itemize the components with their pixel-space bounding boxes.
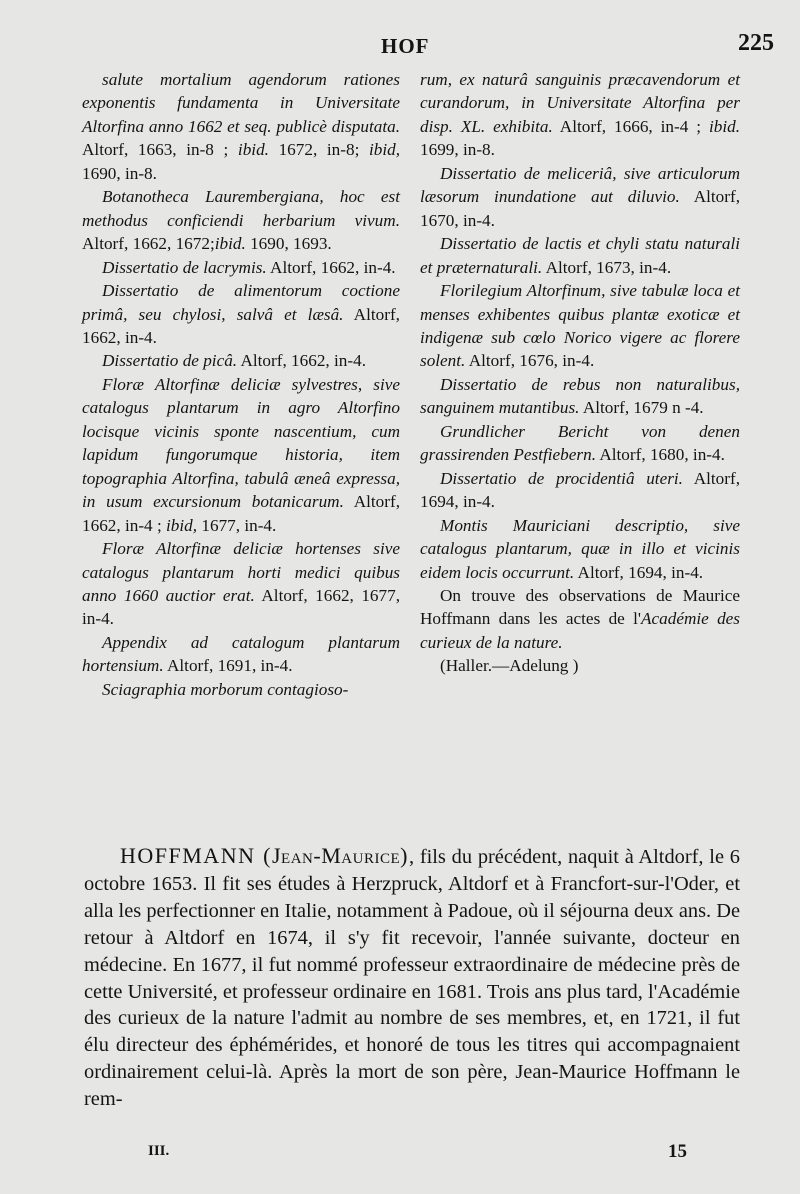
running-title: HOF xyxy=(381,34,430,58)
entry-ibid: ibid. xyxy=(214,234,246,254)
entry-title: Dissertatio de procidentiâ uteri. xyxy=(440,468,683,488)
entry-title: Botanotheca Laurembergiana, hoc est methodus conficiendi herbarium vivum. xyxy=(82,187,400,230)
entry-imprint: 1677, in-4. xyxy=(197,515,277,535)
entry-title: Dissertatio de lactis et chyli statu naturali et præternaturali. xyxy=(420,234,740,277)
entry-imprint: Altorf, 1670, in-4. xyxy=(420,187,740,230)
entry-imprint: Altorf, 1680, in-4. xyxy=(596,445,725,465)
entry-imprint: Altorf, 1694, in-4. xyxy=(420,468,740,512)
source-citation: (Haller.—Adelung ) xyxy=(440,656,579,676)
entry-ibid: ibid, xyxy=(166,515,198,535)
left-column-entry xyxy=(82,279,400,349)
biography-text: , fils du précédent, naquit à Altdorf, le 6 octobre 1653. Il fit ses études à Herzpruck, Altdorf et à Francfort-sur-l'Oder, et alla les perfectionner en Italie, notamment à Padoue, où il séjourna deux ans. De retour à Altdorf en 1674, il s'y fit recevoir, l'année suivante, docteur en médecine. En 1677, il fut nommé professeur extraordinaire de médecine près de cette Université, et professeur ordinaire en 1681. Trois ans plus tard, l'Académie des curieux de la nature l'admit au nombre de ses membres, et, en 1721, il fut élu directeur des éphémérides, et honoré de tous les titres qui accompagnaient ordinairement celui-là. Après la mort de son père, Jean-Maurice Hoffmann le rem- xyxy=(84,846,741,1111)
left-column-entry xyxy=(82,349,400,372)
left-column-entry xyxy=(82,256,400,279)
left-column xyxy=(82,68,400,701)
biography-name: HOFFMANN (Jean-Maurice) xyxy=(120,843,409,868)
note-academy: Académie des curieux de la nature. xyxy=(420,609,740,652)
entry-imprint: Altorf, 1662, in-4 ; xyxy=(82,492,400,535)
entry-title: Florilegium Altorfinum, sive tabulæ loca et menses exhibentes quibus plantæ exoticæ et indigenæ sub cœlo Norico vigere ac florere solent. xyxy=(420,281,740,371)
entry-title: Floræ Altorfinæ deliciæ hortenses sive catalogus plantarum horti medici quibus anno 1660 auctior erat. xyxy=(82,539,400,605)
entry-title: Dissertatio de picâ. xyxy=(102,351,238,371)
left-column-entry xyxy=(82,631,400,678)
entry-imprint: 1690, in-8. xyxy=(82,163,157,183)
page-footer xyxy=(0,1143,800,1167)
entry-imprint: 1699, in-8. xyxy=(420,140,495,160)
entry-title: Dissertatio de rebus non naturalibus, sanguinem mutantibus. xyxy=(420,374,740,418)
left-column-entry xyxy=(82,68,400,185)
entry-imprint: Altorf, 1662, in-4. xyxy=(266,257,396,277)
right-column-entry xyxy=(420,162,740,232)
entry-title: Sciagraphia morborum contagioso- xyxy=(102,679,349,699)
entry-imprint: Altorf, 1694, in-4. xyxy=(574,562,704,582)
entry-title: Dissertatio de meliceriâ, sive articulorum læsorum inundatione aut diluvio. xyxy=(420,163,740,207)
running-head xyxy=(0,30,800,66)
entry-imprint: Altorf, 1662, 1677, in-4. xyxy=(82,585,400,629)
entry-imprint: Altorf, 1666, in-4 ; xyxy=(552,116,709,136)
left-column-entry xyxy=(82,678,400,701)
signature-mark: III. xyxy=(148,1143,170,1159)
right-column-entry xyxy=(420,420,740,467)
left-column-entry xyxy=(82,185,400,255)
entry-imprint: Altorf, 1662, in-4. xyxy=(82,304,400,347)
right-column-entry xyxy=(420,373,740,420)
right-column xyxy=(420,68,740,678)
entry-title: rum, ex naturâ sanguinis præcavendorum et curandorum, in Universitate Altorfina per disp. XL. exhibita. xyxy=(420,70,740,136)
entry-imprint: Altorf, 1662, 1672; xyxy=(82,234,215,254)
entry-imprint: Altorf, 1662, in-4. xyxy=(237,351,367,371)
entry-title: Grundlicher Bericht von denen grassirenden Pestfiebern. xyxy=(420,421,740,465)
entry-imprint: Altorf, 1676, in-4. xyxy=(465,351,595,371)
left-column-entry xyxy=(82,537,400,631)
biography-entry xyxy=(84,843,740,1113)
right-column-entry xyxy=(420,514,740,584)
entry-ibid: ibid. xyxy=(237,140,269,160)
note-text: On trouve des observations de Maurice Hoffmann dans les actes de l' xyxy=(420,585,740,629)
entry-title: Dissertatio de lacrymis. xyxy=(102,257,267,277)
entry-title: Appendix ad catalogum plantarum hortensium. xyxy=(82,632,400,676)
entry-imprint: Altorf, 1691, in-4. xyxy=(163,656,293,676)
right-column-entry xyxy=(420,467,740,514)
observation-note xyxy=(420,584,740,654)
entry-title: Montis Mauriciani descriptio, sive catalogus plantarum, quæ in illo et vicinis eidem locis occurrunt. xyxy=(420,515,740,582)
entry-title: salute mortalium agendorum rationes exponentis fundamenta in Universitate Altorfina anno 1662 et seq. publicè disputata. xyxy=(82,70,400,136)
entry-ibid: ibid, xyxy=(368,140,401,160)
entry-imprint: Altorf, 1679 n -4. xyxy=(579,398,704,418)
biography-given-name: Jean-Maurice xyxy=(272,843,401,868)
right-column-entry xyxy=(420,279,740,373)
entry-imprint: 1690, 1693. xyxy=(245,234,332,254)
right-column-entry xyxy=(420,232,740,279)
right-column-entry xyxy=(420,68,740,162)
gathering-mark: 15 xyxy=(668,1141,687,1162)
entry-imprint: 1672, in-8; xyxy=(268,140,369,160)
entry-ibid: ibid. xyxy=(708,116,740,136)
entry-imprint: Altorf, 1673, in-4. xyxy=(542,257,672,277)
entry-title: Dissertatio de alimentorum coctione primâ, seu chylosi, salvâ et læsâ. xyxy=(82,281,400,324)
page-number: 225 xyxy=(738,30,774,56)
left-column-entry xyxy=(82,373,400,537)
entry-title: Floræ Altorfinæ deliciæ sylvestres, sive catalogus plantarum in agro Altorfino locisque vicinis sponte nascentium, cum lapidum fungorumque historia, item topographia Altorfina, tabulâ æneâ expressa, in usum excursionum botanicarum. xyxy=(82,374,400,512)
entry-imprint: Altorf, 1663, in-8 ; xyxy=(82,140,238,160)
